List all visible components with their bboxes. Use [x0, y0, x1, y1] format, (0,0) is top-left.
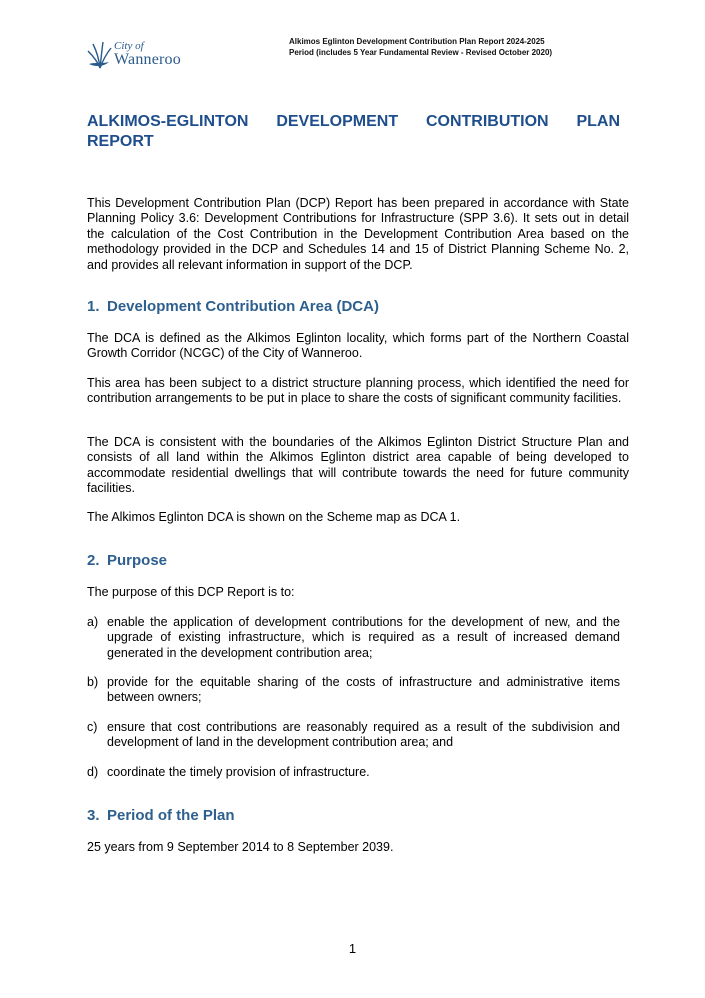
section-3-title: Period of the Plan — [107, 807, 235, 824]
purpose-list-item — [87, 615, 620, 661]
list-marker: c) — [87, 720, 98, 734]
purpose-list-item — [87, 675, 620, 706]
report-header-line1: Alkimos Eglinton Development Contribution Plan Report 2024-2025 — [289, 37, 545, 46]
logo-city-text: City of — [114, 40, 144, 52]
section-2-heading — [87, 552, 167, 570]
list-marker: a) — [87, 615, 99, 629]
section-1-paragraph: The Alkimos Eglinton DCA is shown on the Scheme map as DCA 1. — [87, 510, 461, 524]
logo-name-text: Wanneroo — [114, 51, 181, 68]
section-2-title: Purpose — [107, 552, 168, 569]
section-1-paragraph: This area has been subject to a district structure planning process, which identified the need for contribution arrangements to be put in place to share the costs of significant community facilities. — [87, 376, 629, 406]
report-header — [289, 37, 552, 58]
page-number: 1 — [348, 941, 357, 956]
list-item-text: ensure that cost contributions are reasonably required as a result of the subdivision and development of land in the development contribution area; and — [107, 720, 620, 750]
purpose-list-item — [87, 765, 620, 780]
section-1-title: Development Contribution Area (DCA) — [107, 298, 379, 315]
section-3-heading — [87, 807, 235, 825]
section-1-paragraph: The DCA is consistent with the boundaries of the Alkimos Eglinton District Structure Plan and consists of all land within the Alkimos Eglinton district area capable of being developed to accommodate residential dwellings that will contribute towards the need for future community facilities. — [87, 435, 629, 496]
section-3-number: 3. — [87, 807, 100, 824]
list-item-text: coordinate the timely provision of infrastructure. — [107, 765, 370, 779]
section-2-intro: The purpose of this DCP Report is to: — [87, 585, 295, 599]
section-3-text: 25 years from 9 September 2014 to 8 September 2039. — [87, 840, 394, 854]
list-item-text: provide for the equitable sharing of the costs of infrastructure and administrative items between owners; — [107, 675, 620, 705]
section-1-paragraph: The DCA is defined as the Alkimos Eglinton locality, which forms part of the Northern Coastal Growth Corridor (NCGC) of the City of Wanneroo. — [87, 331, 629, 361]
city-of-wanneroo-logo — [87, 38, 197, 72]
list-marker: d) — [87, 765, 99, 779]
section-1-heading — [87, 298, 379, 316]
section-1-number: 1. — [87, 298, 100, 315]
wanneroo-leaf-icon — [87, 40, 113, 70]
list-item-text: enable the application of development contributions for the development of new, and the upgrade of existing infrastructure, which is required as a result of increased demand generated in the development contribution area; — [107, 615, 620, 660]
section-2-number: 2. — [87, 552, 100, 569]
purpose-list-item — [87, 720, 620, 751]
report-header-line2: Period (includes 5 Year Fundamental Review - Revised October 2020) — [289, 47, 553, 57]
intro-paragraph: This Development Contribution Plan (DCP) Report has been prepared in accordance with State Planning Policy 3.6: Development Contributions for Infrastructure (SPP 3.6). It sets out in detail the calculation of the Cost Contribution in the Development Contribution Area based on the methodology provided in the DCP and Schedules 14 and 15 of District Planning Scheme No. 2, and provides all relevant information in support of the DCP. — [87, 196, 629, 272]
list-marker: b) — [87, 675, 99, 689]
page-title: ALKIMOS-EGLINTON DEVELOPMENT CONTRIBUTION PLAN REPORT — [87, 113, 620, 150]
